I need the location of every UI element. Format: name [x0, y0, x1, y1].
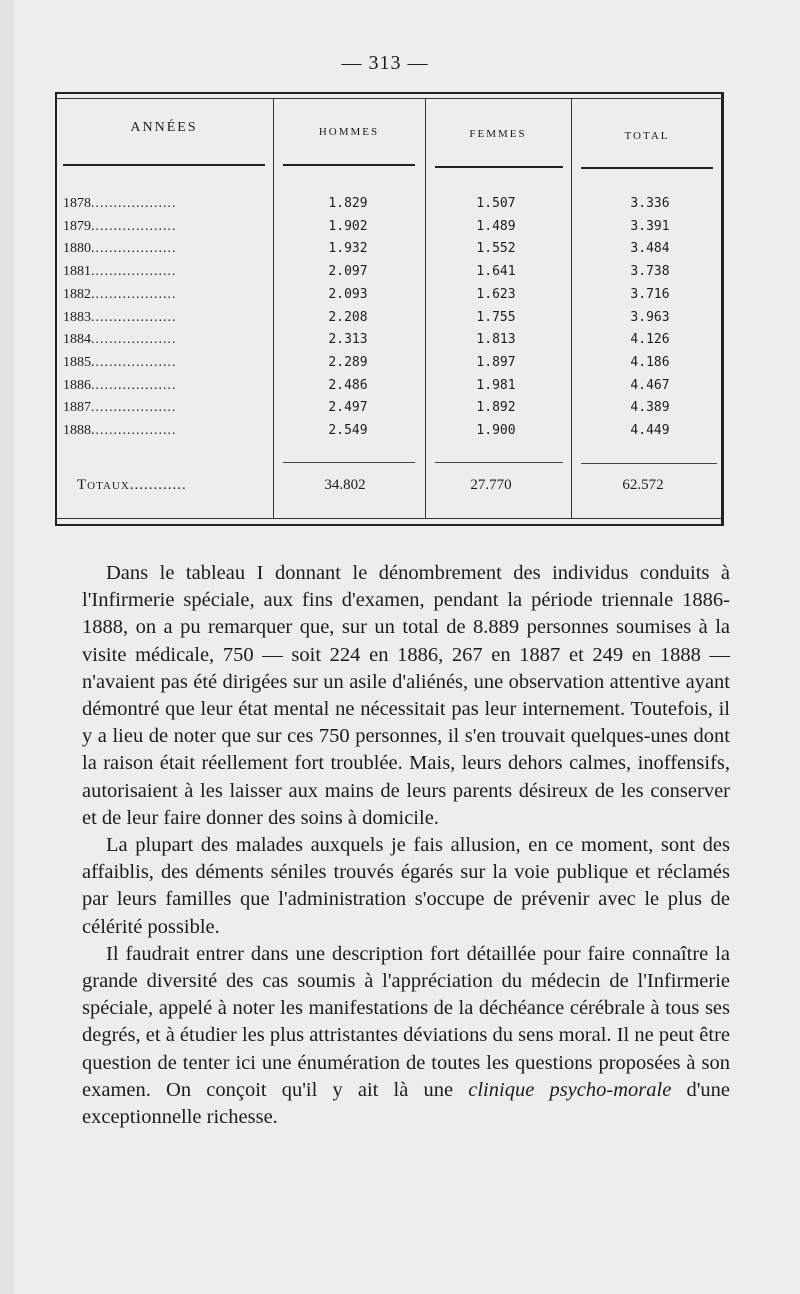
header-rule	[283, 164, 415, 166]
header-rule	[435, 166, 563, 168]
row-men: 2.313	[328, 332, 368, 348]
page-gutter	[0, 0, 14, 1294]
row-year	[63, 400, 273, 416]
row-total: 3.738	[630, 264, 670, 280]
row-total: 3.716	[630, 286, 670, 302]
table-row	[55, 400, 723, 423]
paragraph-3-start: Il faudrait entrer dans une description fort détaillée pour faire connaître la grande diversité des cas soumis à l'appréciation du médecin de l'Infirmerie spéciale, appelé à noter les manifestations de la déchéance cérébrale à tous ses degrés, et à étudier les plus attristantes déviations du sens moral. Il ne peut être question de tenter ici une énumération de toutes les questions proposées à son examen. On conçoit qu'il y ait là une	[82, 942, 730, 1101]
row-leader-dots: ...................	[91, 423, 177, 438]
row-year	[63, 264, 273, 280]
row-men: 2.486	[328, 377, 368, 393]
row-total: 3.963	[630, 309, 670, 325]
paragraph-2: La plupart des malades auxquels je fais allusion, en ce moment, sont des affaiblis, des déments séniles trouvés égarés sur la voie publique et réclamés par leurs familles que l'administration s'occupe de prévenir avec le plus de célérité possible.	[82, 834, 730, 938]
row-year	[63, 241, 273, 257]
row-women: 1.623	[476, 286, 516, 302]
table-row	[55, 219, 723, 242]
row-year-text: 1880	[63, 241, 91, 257]
header-years: ANNÉES	[130, 120, 198, 135]
total-rule	[283, 462, 415, 463]
row-year	[63, 196, 273, 212]
row-men: 2.549	[328, 423, 368, 438]
header-total: TOTAL	[624, 130, 670, 142]
page-number: — 313 —	[341, 52, 429, 74]
table-row	[55, 287, 723, 310]
row-men: 2.097	[328, 264, 368, 280]
row-year-text: 1885	[63, 354, 91, 370]
row-men: 2.093	[328, 286, 368, 302]
header-rule	[581, 167, 713, 169]
paragraph-3	[82, 941, 730, 1131]
table-border-top	[55, 92, 723, 94]
table-row	[55, 264, 723, 287]
row-women: 1.900	[476, 423, 516, 438]
table-border-bottom	[55, 524, 723, 526]
row-year	[63, 378, 273, 394]
row-year	[63, 423, 273, 439]
row-women: 1.507	[476, 196, 516, 211]
table-row	[55, 378, 723, 401]
statistics-table	[55, 92, 723, 528]
row-women: 1.489	[476, 218, 516, 234]
row-total: 4.126	[630, 332, 670, 348]
row-year	[63, 310, 273, 326]
row-total: 4.449	[630, 423, 670, 438]
table-border-top-inner	[55, 98, 723, 99]
row-men: 2.289	[328, 354, 368, 370]
row-leader-dots: ...................	[91, 377, 177, 393]
totals-label	[77, 477, 187, 494]
row-year-text: 1878	[63, 196, 91, 211]
header-men: HOMMES	[318, 126, 380, 138]
body-text	[82, 560, 730, 1131]
row-total: 4.389	[630, 400, 670, 416]
table-row	[55, 355, 723, 378]
table-row	[55, 196, 723, 219]
row-total: 4.467	[630, 377, 670, 393]
row-women: 1.552	[476, 241, 516, 257]
paragraph-3-end: d'une exceptionnelle richesse.	[82, 1078, 730, 1129]
row-men: 2.208	[328, 309, 368, 325]
totals-men: 34.802	[324, 477, 366, 493]
row-men: 1.829	[328, 196, 368, 211]
row-women: 1.981	[476, 377, 516, 393]
table-border-bottom-inner	[55, 518, 723, 519]
totals-dots: ............	[129, 477, 187, 493]
table-row	[55, 310, 723, 333]
row-year-text: 1882	[63, 286, 91, 302]
row-women: 1.813	[476, 332, 516, 348]
paragraph-3-italic: clinique psycho-morale	[468, 1078, 672, 1101]
row-leader-dots: ...................	[91, 218, 177, 234]
table-row	[55, 241, 723, 264]
row-year-text: 1881	[63, 264, 91, 280]
header-rule	[63, 164, 265, 166]
total-rule	[581, 463, 717, 464]
total-rule	[435, 462, 563, 463]
row-total: 3.336	[630, 196, 670, 211]
row-year-text: 1879	[63, 218, 91, 234]
row-men: 2.497	[328, 400, 368, 416]
totals-total: 62.572	[622, 477, 664, 493]
paragraph-1: Dans le tableau I donnant le dénombrement des individus conduits à l'Infirmerie spéciale, aux fins d'examen, pendant la période triennale 1886-1888, on a pu remarquer que, sur un total de 8.889 personnes soumises à la visite médicale, 750 — soit 224 en 1886, 267 en 1887 et 249 en 1888 — n'avaient pas été dirigées sur un asile d'aliénés, une observation attentive ayant démontré que leur état mental ne nécessitait pas leur internement. Toutefois, il y a lieu de noter que sur ces 750 personnes, il s'en trouvait quelques-unes dont la raison était réellement fort troublée. Mais, leurs dehors calmes, inoffensifs, autorisaient à les laisser aux mains de leurs parents désireux de les conserver et de leur faire donner des soins à domicile.	[82, 562, 730, 829]
row-year	[63, 332, 273, 348]
row-women: 1.897	[476, 354, 516, 370]
row-year	[63, 219, 273, 235]
row-leader-dots: ...................	[91, 241, 177, 257]
row-total: 4.186	[630, 354, 670, 370]
row-year-text: 1884	[63, 332, 91, 348]
row-leader-dots: ...................	[91, 332, 177, 348]
row-leader-dots: ...................	[91, 309, 177, 325]
table-row	[55, 332, 723, 355]
table-row	[55, 423, 723, 446]
row-leader-dots: ...................	[91, 286, 177, 302]
row-year-text: 1888	[63, 423, 91, 438]
row-year-text: 1887	[63, 400, 91, 416]
row-year-text: 1886	[63, 377, 91, 393]
row-men: 1.902	[328, 218, 368, 234]
row-total: 3.391	[630, 218, 670, 234]
row-year	[63, 287, 273, 303]
row-women: 1.755	[476, 309, 516, 325]
header-women: FEMMES	[469, 128, 527, 140]
totals-women: 27.770	[470, 477, 512, 493]
row-leader-dots: ...................	[91, 264, 177, 280]
row-women: 1.892	[476, 400, 516, 416]
totals-label-text: Totaux	[77, 477, 130, 493]
row-leader-dots: ...................	[91, 400, 177, 416]
row-total: 3.484	[630, 241, 670, 257]
row-year	[63, 355, 273, 371]
row-leader-dots: ...................	[91, 354, 177, 370]
row-year-text: 1883	[63, 309, 91, 325]
row-women: 1.641	[476, 264, 516, 280]
row-leader-dots: ...................	[91, 196, 177, 211]
row-men: 1.932	[328, 241, 368, 257]
